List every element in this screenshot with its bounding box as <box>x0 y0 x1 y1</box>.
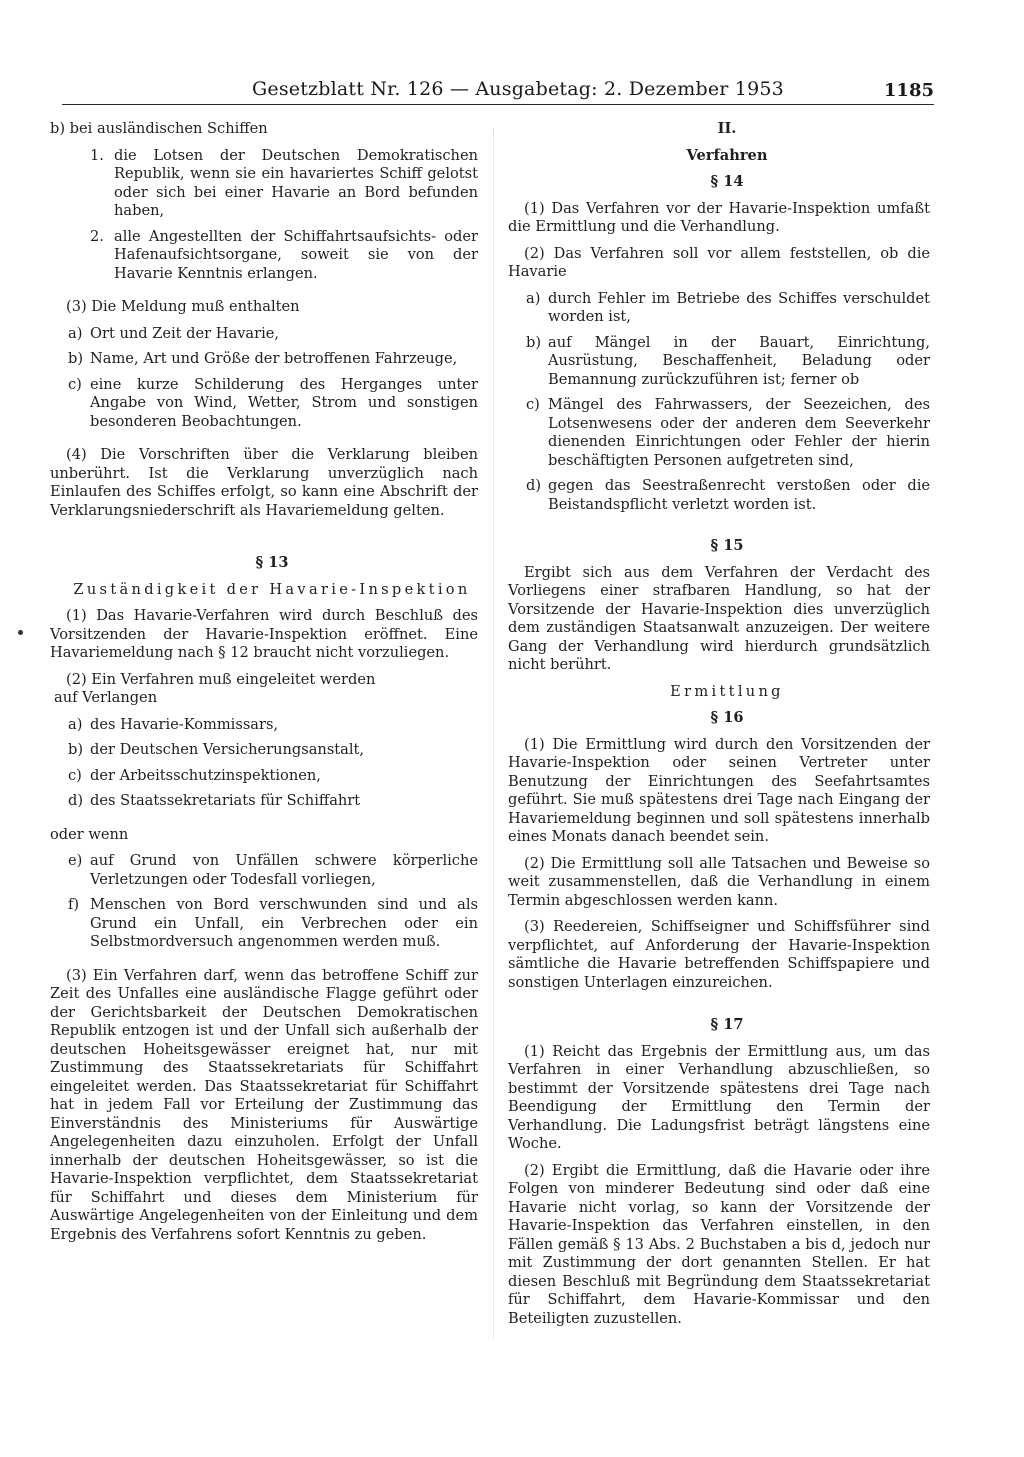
margin-mark <box>18 630 23 635</box>
part-number: II. <box>717 120 737 137</box>
header-title: Gesetzblatt Nr. 126 — Ausgabetag: 2. Dezember 1953 <box>252 78 784 100</box>
right-column <box>508 120 930 1336</box>
paragraph: Ergibt sich aus dem Verfahren der Verdacht des Vorliegens einer strafbaren Handlung, so hat der Vorsitzende der Havarie-Inspektion dies unverzüglich dem zuständigen Staatsanwalt anzuzeigen. Der weitere Gang der Verhandlung wird hierdurch grundsätzlich nicht berührt. <box>508 563 930 673</box>
paragraph: (2) Ein Verfahren muß eingeleitet werden <box>66 670 376 688</box>
list-item: f) Menschen von Bord verschwunden sind und als Grund ein Unfall, ein Verbrechen oder ein Selbstmordversuch angenommen werden muß. <box>68 896 478 950</box>
section-title: § 14 <box>710 173 744 190</box>
paragraph: (2) Das Verfahren soll vor allem feststellen, ob die Havarie <box>508 244 930 280</box>
header-rule <box>62 104 934 105</box>
paragraph: oder wenn <box>50 825 129 843</box>
list-item: 1. die Lotsen der Deutschen Demokratischen Republik, wenn sie ein havariertes Schiff gelotst oder sich bei einer Havarie an Bord befunden haben, <box>90 146 478 219</box>
list-item: d) gegen das Seestraßenrecht verstoßen oder die Beistandspflicht verletzt worden ist. <box>526 477 930 513</box>
paragraph: (1) Die Ermittlung wird durch den Vorsitzenden der Havarie-Inspektion oder seinen Vertreter unter Benutzung der Einrichtungen des Seefahrtsamtes geführt. Sie muß spätestens drei Tage nach Eingang der Havariemeldung beginnen und soll spätestens innerhalb eines Monats danach beendet sein. <box>508 735 930 845</box>
paragraph: (2) Die Ermittlung soll alle Tatsachen und Beweise so weit zusammenstellen, daß die Verhandlung in einem Termin abgeschlossen werden kann. <box>508 854 930 909</box>
paragraph: (3) Die Meldung muß enthalten <box>66 298 300 315</box>
list-item: c) Mängel des Fahrwassers, der Seezeichen, des Lotsenwesens oder der anderen dem Seeverkehr dienenden Einrichtungen oder Fehler der hierin beschäftigten Personen aufgetreten sind, <box>526 396 930 469</box>
list-item: 2. alle Angestellten der Schiffahrtsaufsichts- oder Hafenaufsichtsorgane, soweit sie von der Havarie Kenntnis erlangen. <box>90 227 478 282</box>
section-title: § 17 <box>710 1016 744 1033</box>
section-title: § 15 <box>710 537 744 554</box>
list-item: b) auf Mängel in der Bauart, Einrichtung, Ausrüstung, Beschaffenheit, Beladung oder Bemannung zurückzuführen ist; ferner ob <box>526 333 930 388</box>
section-title: § 16 <box>710 709 744 726</box>
left-column <box>50 120 478 1252</box>
section-heading: Ermittlung <box>670 682 784 700</box>
paragraph: (4) Die Vorschriften über die Verklarung bleiben unberührt. Ist die Verklarung unverzüglich nach Einlaufen des Schiffes erfolgt, so kann eine Abschrift der Verklarungsniederschrift als Havariemeldung gelten. <box>50 446 478 519</box>
paragraph: auf Verlangen <box>54 689 158 706</box>
list-item: a) des Havarie-Kommissars, <box>68 715 279 733</box>
list-item: b) Name, Art und Größe der betroffenen Fahrzeuge, <box>68 350 458 367</box>
paragraph: (1) Reicht das Ergebnis der Ermittlung aus, um das Verfahren in einer Verhandlung abzuschließen, so bestimmt der Vorsitzende spätestens drei Tage nach Beendigung der Ermittlung den Termin der Verhandlung. Die Ladungsfrist beträgt längstens eine Woche. <box>508 1042 930 1152</box>
list-item: e) auf Grund von Unfällen schwere körperliche Verletzungen oder Todesfall vorliegen, <box>68 852 478 888</box>
page-number: 1185 <box>883 80 934 101</box>
list-item: a) Ort und Zeit der Havarie, <box>68 324 280 342</box>
paragraph: (3) Ein Verfahren darf, wenn das betroffene Schiff zur Zeit des Unfalles eine ausländische Flagge geführt oder der Gerichtsbarkeit der Deutschen Demokratischen Republik entzogen ist und der Unfall sich außerhalb der deutschen Hoheitsgewässer ereignet hat, nur mit Zustimmung des Staatssekretariats für Schiffahrt eingeleitet werden. Das Staatssekretariat für Schiffahrt hat in jedem Fall vor Erteilung der Zustimmung das Einverständnis des Ministeriums für Auswärtige Angelegenheiten dazu einzuholen. Erfolgt der Unfall innerhalb der deutschen Hoheitsgewässer, so ist die Havarie-Inspektion verpflichtet, dem Staatssekretariat für Schiffahrt und dieses dem Ministerium für Auswärtige Angelegenheiten von der Einleitung und dem Ergebnis des Verfahrens sofort Kenntnis zu geben. <box>50 966 478 1243</box>
list-item: d) des Staatssekretariats für Schiffahrt <box>68 792 361 809</box>
part-title: Verfahren <box>686 146 768 164</box>
section-title: § 13 <box>255 554 289 571</box>
list-item: b) der Deutschen Versicherungsanstalt, <box>68 741 365 758</box>
paragraph: (3) Reedereien, Schiffseigner und Schiffsführer sind verpflichtet, auf Anforderung der Havarie-Inspektion sämtliche die Havarie betreffenden Schiffspapiere und sonstigen Unterlagen einzureichen. <box>508 918 930 991</box>
column-divider <box>493 128 494 1338</box>
list-item: c) der Arbeitsschutzinspektionen, <box>68 766 321 784</box>
section-heading: Zuständigkeit der Havarie-Inspektion <box>73 580 471 598</box>
paragraph: (1) Das Verfahren vor der Havarie-Inspektion umfaßt die Ermittlung und die Verhandlung. <box>508 199 930 235</box>
list-item: c) eine kurze Schilderung des Herganges unter Angabe von Wind, Wetter, Strom und sonstigen besonderen Beobachtungen. <box>68 375 478 430</box>
paragraph: (2) Ergibt die Ermittlung, daß die Havarie oder ihre Folgen von minderer Bedeutung sind oder daß eine Havarie nicht vorlag, so kann der Vorsitzende der Havarie-Inspektion das Verfahren einstellen, in den Fällen gemäß § 13 Abs. 2 Buchstaben a bis d, jedoch nur mit Zustimmung der dort genannten Stellen. Er hat diesen Beschluß mit Begründung dem Staatssekretariat für Schiffahrt, dem Havarie-Kommissar und den Beteiligten zuzustellen. <box>508 1161 930 1327</box>
list-item: a) durch Fehler im Betriebe des Schiffes verschuldet worden ist, <box>526 289 930 325</box>
paragraph: (1) Das Havarie-Verfahren wird durch Beschluß des Vorsitzenden der Havarie-Inspektion eröffnet. Eine Havariemeldung nach § 12 braucht nicht vorzuliegen. <box>50 607 478 661</box>
paragraph: b) bei ausländischen Schiffen <box>50 120 268 137</box>
